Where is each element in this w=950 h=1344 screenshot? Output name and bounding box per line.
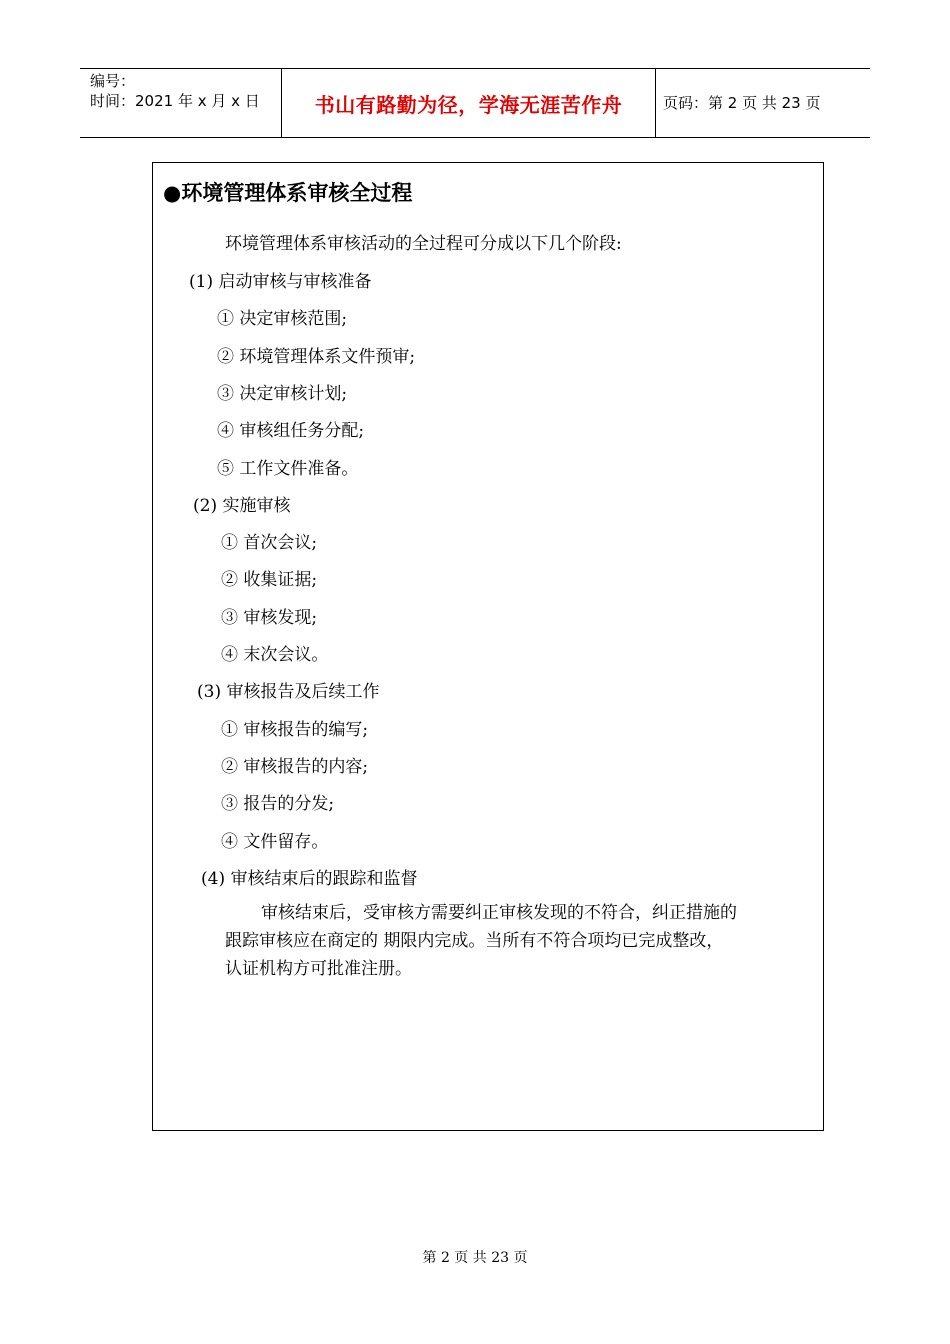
paragraph-line: 认证机构方可批准注册。 [225, 959, 412, 979]
paragraph-line: 审核结束后，受审核方需要纠正审核发现的不符合，纠正措施的 [261, 903, 737, 923]
stage-1-heading: (1) 启动审核与审核准备 [189, 272, 372, 292]
list-item: ④ 文件留存。 [221, 832, 329, 852]
stage-4-heading: (4) 审核结束后的跟踪和监督 [201, 869, 418, 889]
list-item: ② 环境管理体系文件预审; [217, 347, 416, 367]
header-page-cell [655, 69, 870, 137]
list-item: ④ 审核组任务分配; [217, 421, 365, 441]
stage-2-heading: (2) 实施审核 [193, 496, 291, 516]
document-header [80, 68, 870, 138]
list-item: ① 首次会议; [221, 533, 318, 553]
list-item: ① 决定审核范围; [217, 309, 348, 329]
motto-text: 书山有路勤为径，学海无涯苦作舟 [314, 92, 623, 117]
header-motto-cell [281, 69, 656, 137]
list-item: ① 审核报告的编写; [221, 720, 369, 740]
date-text: 时间：2021 年 x 月 x 日 [90, 92, 260, 110]
list-item: ② 收集证据; [221, 570, 318, 590]
list-item: ② 审核报告的内容; [221, 757, 369, 777]
paragraph-line: 跟踪审核应在商定的 期限内完成。当所有不符合项均已完成整改， [225, 931, 724, 951]
list-item: ⑤ 工作文件准备。 [217, 459, 359, 479]
header-meta [80, 69, 280, 137]
closing-paragraph [225, 899, 805, 983]
page-footer: 第 2 页 共 23 页 [422, 1250, 528, 1266]
list-item: ③ 报告的分发; [221, 794, 335, 814]
header-page-number: 页码：第 2 页 共 23 页 [663, 94, 821, 112]
list-item: ③ 审核发现; [221, 608, 318, 628]
serial-number-label: 编号： [90, 72, 136, 90]
list-item: ③ 决定审核计划; [217, 384, 348, 404]
stage-3-heading: (3) 审核报告及后续工作 [197, 682, 380, 702]
content-box [152, 162, 824, 1131]
intro-text: 环境管理体系审核活动的全过程可分成以下几个阶段: [225, 234, 622, 254]
list-item: ④ 末次会议。 [221, 645, 329, 665]
section-title: ●环境管理体系审核全过程 [163, 181, 413, 205]
